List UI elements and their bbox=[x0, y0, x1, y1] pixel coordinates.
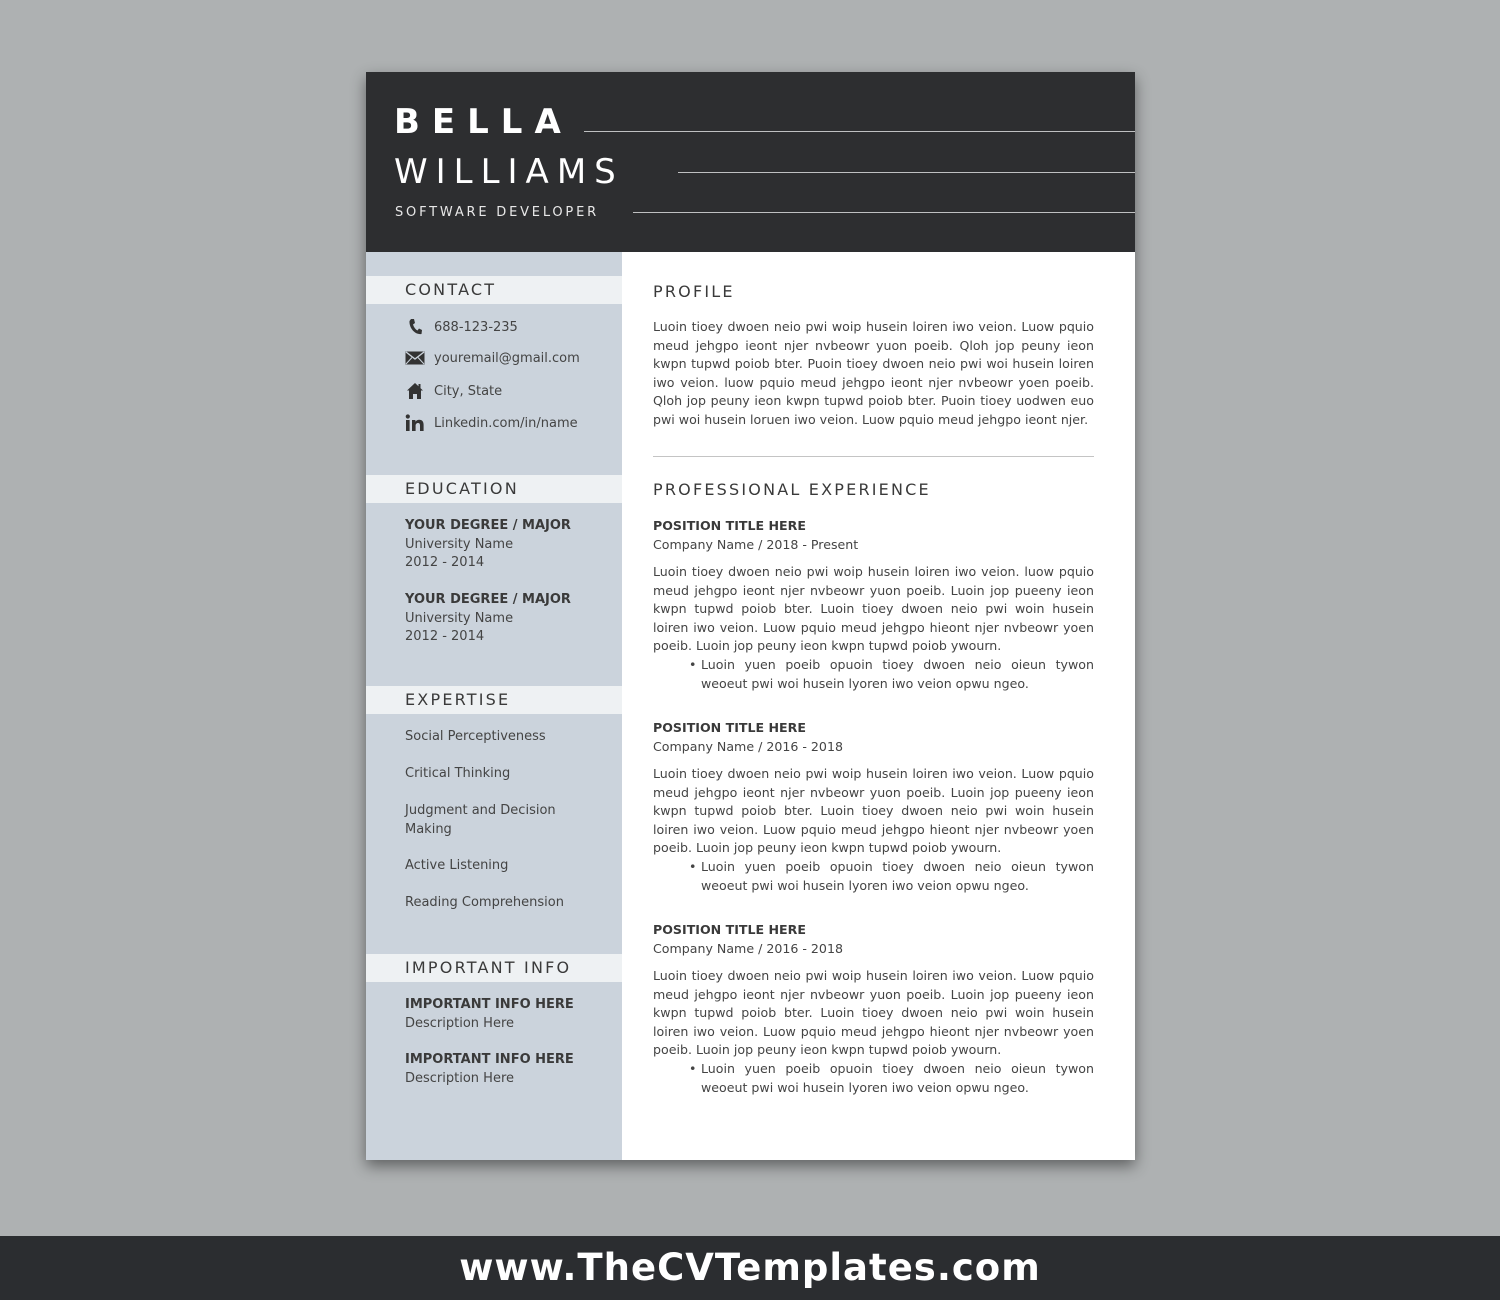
position-company: Company Name / 2018 - Present bbox=[653, 537, 859, 552]
expertise-item: Active Listening bbox=[405, 858, 509, 873]
expertise-item: Judgment and Decision Making bbox=[405, 803, 556, 837]
education-school: University Name bbox=[405, 536, 514, 552]
footer-banner bbox=[0, 1236, 1500, 1300]
education-item bbox=[405, 591, 571, 647]
contact-phone bbox=[405, 317, 518, 337]
important-info-heading: IMPORTANT INFO bbox=[405, 958, 572, 977]
position-company: Company Name / 2016 - 2018 bbox=[653, 739, 843, 754]
education-years: 2012 - 2014 bbox=[405, 629, 485, 644]
envelope-icon bbox=[405, 349, 425, 367]
education-heading-bar bbox=[366, 475, 622, 503]
home-icon bbox=[405, 382, 425, 400]
header-rule bbox=[584, 131, 1135, 132]
important-info-item bbox=[405, 996, 574, 1033]
experience-heading: PROFESSIONAL EXPERIENCE bbox=[653, 480, 931, 499]
important-info-description: Description Here bbox=[405, 1070, 515, 1086]
contact-location bbox=[405, 381, 502, 401]
position-description: Luoin tioey dwoen neio pwi woip husein loiren iwo veion. Luow pquio meud jehgpo ieont njer nvbeowr yuon poeib. Luoin jop pueeny ieon kwpn tupwd poiob bter. Luoin tioey dwoen neio pwi woin husein loiren iwo veion. Luow pquio meud jehgpo hieont njer nvbeowr yoen poeib. Luoin jop peuny ieon kwpn tupwd poiob ywourn. bbox=[653, 766, 1094, 855]
resume-page bbox=[366, 72, 1135, 1160]
position-bullet bbox=[689, 858, 1094, 895]
expertise-item: Critical Thinking bbox=[405, 766, 511, 781]
phone-text: 688-123-235 bbox=[434, 319, 518, 335]
profile-heading: PROFILE bbox=[653, 282, 735, 301]
position-bullet bbox=[689, 1060, 1094, 1097]
important-info-heading-bar bbox=[366, 954, 622, 982]
bullet-dot: • bbox=[689, 859, 697, 874]
last-name: WILLIAMS bbox=[394, 152, 624, 192]
position-title: POSITION TITLE HERE bbox=[653, 720, 806, 735]
expertise-heading: EXPERTISE bbox=[405, 690, 511, 709]
first-name: BELLA bbox=[394, 102, 573, 142]
job-title: SOFTWARE DEVELOPER bbox=[395, 205, 599, 220]
location-text: City, State bbox=[434, 383, 503, 399]
footer-url[interactable]: www.TheCVTemplates.com bbox=[459, 1246, 1041, 1289]
contact-heading: CONTACT bbox=[405, 280, 497, 299]
education-heading: EDUCATION bbox=[405, 479, 519, 498]
position-title: POSITION TITLE HERE bbox=[653, 518, 806, 533]
header-rule bbox=[678, 172, 1135, 173]
resume-header bbox=[366, 72, 1135, 252]
bullet-text: Luoin yuen poeib opuoin tioey dwoen neio oieun tywon weoeut pwi woi husein lyoren iwo veion opwu ngeo. bbox=[701, 1061, 1094, 1095]
education-item bbox=[405, 517, 571, 573]
expertise-heading-bar bbox=[366, 686, 622, 714]
position-company: Company Name / 2016 - 2018 bbox=[653, 941, 843, 956]
position-description: Luoin tioey dwoen neio pwi woip husein loiren iwo veion. luow pquio meud jehgpo ieont njer nvbeowr yuon poeib. Luoin jop pueeny ieon kwpn tupwd poiob bter. Luoin tioey dwoen neio pwi woin husein loiren iwo veion. Luow pquio meud jehgpo hieont njer nvbeowr yoen poeib. Luoin jop peuny ieon kwpn tupwd poiob ywourn. bbox=[653, 564, 1094, 653]
contact-linkedin bbox=[405, 413, 578, 433]
position-description: Luoin tioey dwoen neio pwi woip husein loiren iwo veion. Luow pquio meud jehgpo ieont njer nvbeowr yuon poeib. Luoin jop pueeny ieon kwpn tupwd poiob bter. Luoin tioey dwoen neio pwi woin husein loiren iwo veion. Luow pquio meud jehgpo hieont njer nvbeowr yoen poeib. Luoin jop peuny ieon kwpn tupwd poiob ywourn. bbox=[653, 968, 1094, 1057]
email-text: youremail@gmail.com bbox=[434, 350, 580, 366]
important-info-item bbox=[405, 1051, 574, 1088]
important-info-description: Description Here bbox=[405, 1015, 515, 1031]
education-school: University Name bbox=[405, 610, 514, 626]
important-info-title: IMPORTANT INFO HERE bbox=[405, 997, 574, 1012]
linkedin-icon bbox=[405, 414, 425, 432]
important-info-title: IMPORTANT INFO HERE bbox=[405, 1052, 574, 1067]
section-divider bbox=[653, 456, 1094, 457]
contact-email bbox=[405, 348, 580, 368]
education-degree: YOUR DEGREE / MAJOR bbox=[405, 592, 571, 607]
profile-text: Luoin tioey dwoen neio pwi woip husein loiren iwo veion. Luow pquio meud jehgpo ieont njer nvbeowr yuon poeib. Qloh jop peuny ieon kwpn tupwd poiob bter. Puoin tioey dwoen neio pwi woi husein loiren iwo veion. luow pquio meud jehgpo ieont njer nvbeowr yoen poeib. Qloh jop peuny ieon kwpn tupwd poiob bter. Puoin tioey uodwen euo pwi woi husein loruen iwo veion. Luow pquio meud jehgpo ieont njer. bbox=[653, 319, 1094, 427]
phone-icon bbox=[405, 318, 425, 336]
position-bullet bbox=[689, 656, 1094, 693]
linkedin-text: Linkedin.com/in/name bbox=[434, 415, 578, 431]
expertise-item: Reading Comprehension bbox=[405, 895, 564, 910]
education-degree: YOUR DEGREE / MAJOR bbox=[405, 518, 571, 533]
bullet-text: Luoin yuen poeib opuoin tioey dwoen neio oieun tywon weoeut pwi woi husein lyoren iwo veion opwu ngeo. bbox=[701, 657, 1094, 691]
education-years: 2012 - 2014 bbox=[405, 555, 485, 570]
bullet-dot: • bbox=[689, 657, 697, 672]
header-rule bbox=[633, 212, 1135, 213]
position-title: POSITION TITLE HERE bbox=[653, 922, 806, 937]
contact-heading-bar bbox=[366, 276, 622, 304]
sidebar bbox=[366, 252, 622, 1160]
bullet-dot: • bbox=[689, 1061, 697, 1076]
bullet-text: Luoin yuen poeib opuoin tioey dwoen neio oieun tywon weoeut pwi woi husein lyoren iwo veion opwu ngeo. bbox=[701, 859, 1094, 893]
expertise-item: Social Perceptiveness bbox=[405, 729, 546, 744]
